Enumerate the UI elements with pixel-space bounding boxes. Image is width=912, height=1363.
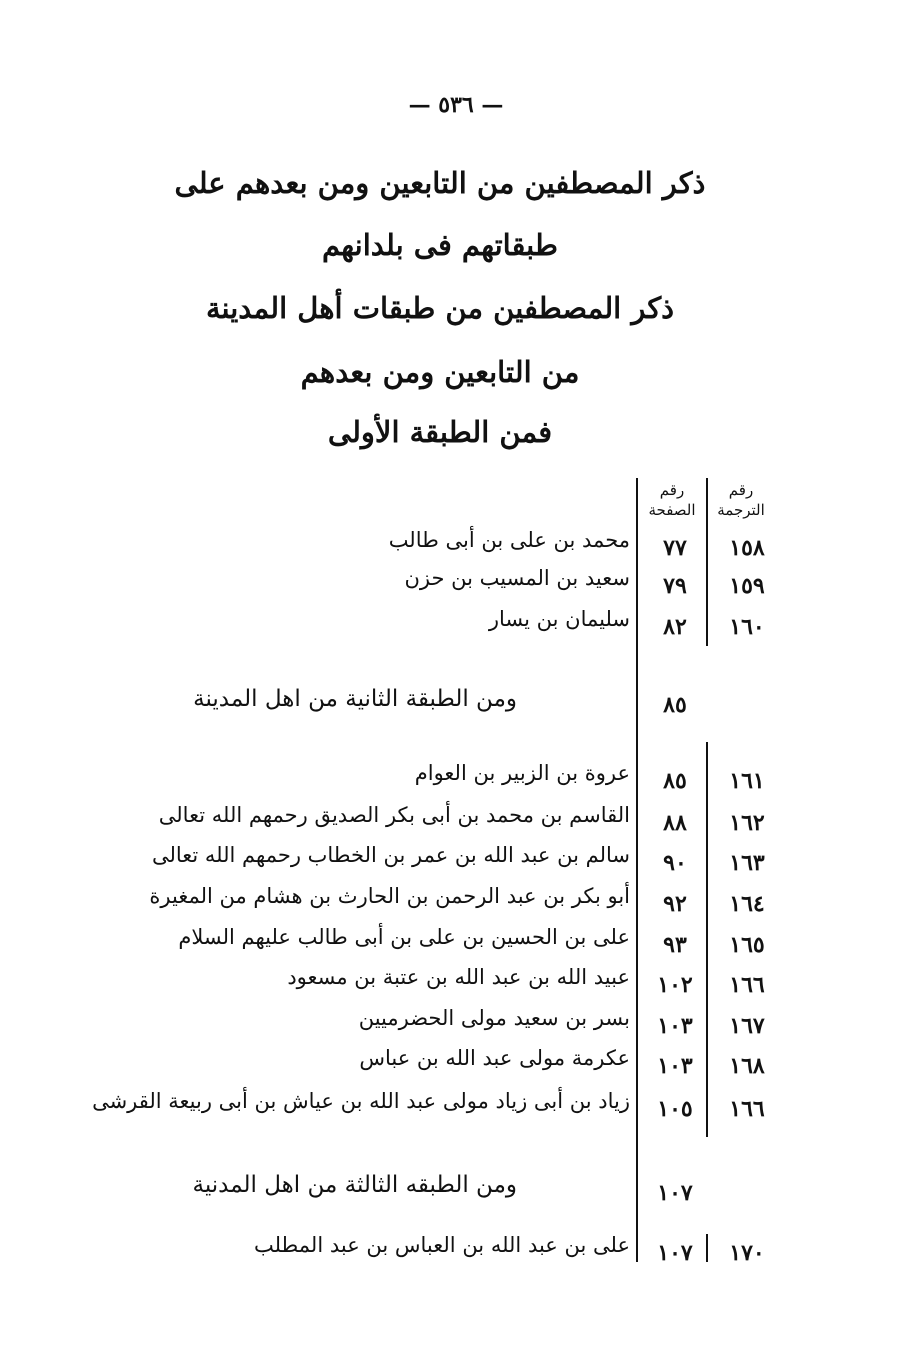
- column-divider-right: [706, 1234, 708, 1262]
- page-ref: ١٠٧: [657, 1240, 693, 1266]
- person-name: عبيد الله بن عبد الله بن عتبة بن مسعود: [287, 965, 630, 989]
- subsection-title: ومن الطبقة الثانية من اهل المدينة: [193, 686, 517, 712]
- column-header-translation-number: رقم الترجمة: [717, 481, 765, 519]
- heading-line-4: من التابعين ومن بعدهم: [300, 355, 580, 389]
- column-divider-right: [706, 478, 708, 646]
- page-ref: ١٠٥: [657, 1096, 693, 1122]
- translation-number: ١٥٨: [729, 535, 765, 561]
- page-ref: ١٠٣: [657, 1053, 693, 1079]
- subsection-title: ومن الطبقه الثالثة من اهل المدنية: [192, 1172, 517, 1198]
- person-name: القاسم بن محمد بن أبى بكر الصديق رحمهم الله تعالى: [158, 803, 630, 827]
- person-name: على بن عبد الله بن العباس بن عبد المطلب: [253, 1233, 630, 1257]
- person-name: على بن الحسين بن على بن أبى طالب عليهم السلام: [178, 925, 630, 949]
- page-number: — ٥٣٦ —: [408, 92, 504, 118]
- translation-number: ١٦٦: [729, 972, 765, 998]
- person-name: عكرمة مولى عبد الله بن عباس: [359, 1046, 630, 1070]
- page-ref: ١٠٣: [657, 1013, 693, 1039]
- page-ref: ٨٨: [663, 810, 687, 836]
- translation-number: ١٦٧: [729, 1013, 765, 1039]
- page-ref: ٩٢: [663, 891, 687, 917]
- person-name: سليمان بن يسار: [488, 607, 630, 631]
- translation-number: ١٦٥: [729, 932, 765, 958]
- page-ref: ٩٣: [663, 932, 687, 958]
- translation-number: ١٦٣: [729, 850, 765, 876]
- translation-number: ١٦١: [729, 768, 765, 794]
- person-name: بسر بن سعيد مولى الحضرميين: [358, 1006, 630, 1030]
- page-ref: ٧٧: [663, 535, 687, 561]
- translation-number: ١٥٩: [729, 573, 765, 599]
- subsection-page-ref: ١٠٧: [657, 1180, 693, 1206]
- translation-number: ١٦٨: [729, 1053, 765, 1079]
- page-ref: ٨٥: [663, 768, 687, 794]
- heading-line-5: فمن الطبقة الأولى: [327, 415, 553, 449]
- page-ref: ١٠٢: [657, 972, 693, 998]
- translation-number: ١٦٤: [729, 891, 765, 917]
- heading-line-3: ذكر المصطفين من طبقات أهل المدينة: [205, 291, 675, 325]
- page-ref: ٧٩: [663, 573, 687, 599]
- person-name: سالم بن عبد الله بن عمر بن الخطاب رحمهم الله تعالى: [151, 843, 630, 867]
- person-name: عروة بن الزبير بن العوام: [414, 761, 630, 785]
- person-name: زياد بن أبى زياد مولى عبد الله بن عياش بن أبى ربيعة القرشى: [92, 1089, 630, 1113]
- column-header-page-number: رقم الصفحة: [648, 481, 696, 519]
- page-ref: ٨٢: [663, 614, 687, 640]
- heading-line-1: ذكر المصطفين من التابعين ومن بعدهم على: [174, 166, 706, 200]
- column-divider-left: [636, 742, 638, 1262]
- translation-number: ١٦٢: [729, 810, 765, 836]
- person-name: أبو بكر بن عبد الرحمن بن الحارث بن هشام من المغيرة: [149, 884, 630, 908]
- translation-number: ١٦٠: [729, 614, 765, 640]
- translation-number: ١٧٠: [729, 1240, 765, 1266]
- subsection-page-ref: ٨٥: [663, 692, 687, 718]
- translation-number: ١٦٦: [729, 1096, 765, 1122]
- heading-line-2: طبقاتهم فى بلدانهم: [322, 228, 558, 262]
- column-divider-right: [706, 742, 708, 1137]
- person-name: محمد بن على بن أبى طالب: [388, 528, 630, 552]
- person-name: سعيد بن المسيب بن حزن: [404, 566, 630, 590]
- page-ref: ٩٠: [663, 850, 687, 876]
- column-divider-left: [636, 478, 638, 748]
